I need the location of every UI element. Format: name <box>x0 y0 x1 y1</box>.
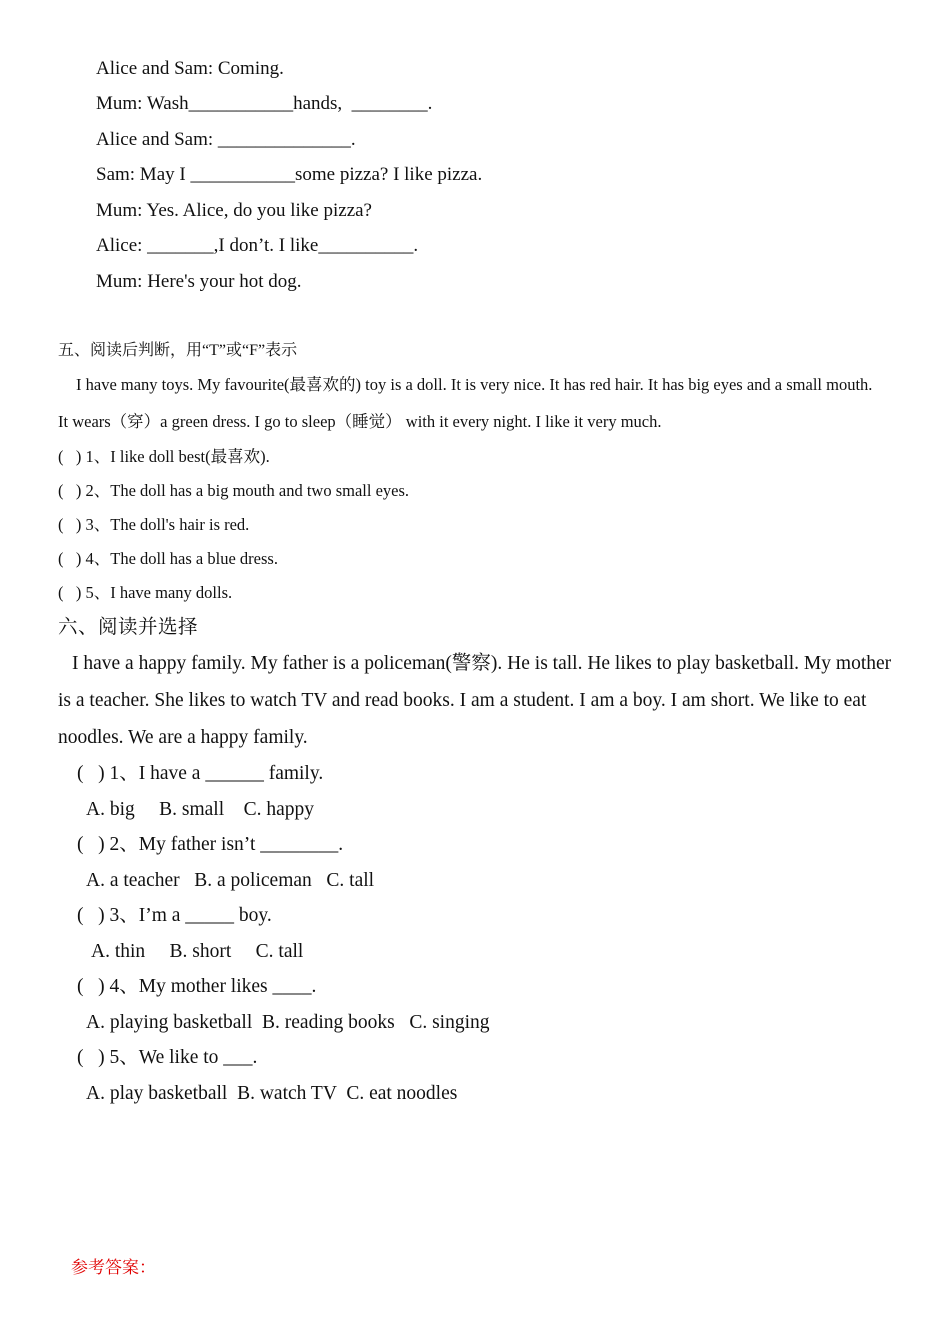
section5-question-5: ( ) 5、I have many dolls. <box>58 583 233 602</box>
section6-options-1: A. big B. small C. happy <box>86 799 315 820</box>
section6-options-2: A. a teacher B. a policeman C. tall <box>86 870 375 891</box>
section5-passage-line-2: It wears（穿）a green dress. I go to sleep（睡觉） with it every night. I like it very much. <box>58 412 662 431</box>
section6-passage-line-2: is a teacher. She likes to watch TV and read books. I am a student. I am a boy. I am short. We like to eat <box>58 690 867 711</box>
section6-question-3: ( ) 3、I’m a _____ boy. <box>77 905 272 926</box>
section6-question-5: ( ) 5、We like to ___. <box>77 1047 258 1068</box>
answer-key-label: 参考答案： <box>71 1258 156 1277</box>
section5-heading: 五、阅读后判断，用“T”或“F”表示 <box>58 342 298 359</box>
dialogue-line-7: Mum: Here's your hot dog. <box>96 271 302 292</box>
section5-question-1: ( ) 1、I like doll best(最喜欢). <box>58 447 270 466</box>
section6-passage-line-3: noodles. We are a happy family. <box>58 727 308 748</box>
section6-question-1: ( ) 1、I have a ______ family. <box>77 763 324 784</box>
section6-passage-line-1: I have a happy family. My father is a policeman(警察). He is tall. He likes to play basketball. My mother <box>72 653 892 674</box>
section5-question-4: ( ) 4、The doll has a blue dress. <box>58 549 278 568</box>
dialogue-line-6: Alice: _______,I don’t. I like__________. <box>96 235 419 256</box>
section5-question-2: ( ) 2、The doll has a big mouth and two small eyes. <box>58 481 410 500</box>
section6-options-5: A. play basketball B. watch TV C. eat noodles <box>86 1083 458 1104</box>
section5-question-3: ( ) 3、The doll's hair is red. <box>58 515 250 534</box>
dialogue-line-4: Sam: May I ___________some pizza? I like pizza. <box>96 164 483 185</box>
section6-question-2: ( ) 2、My father isn’t ________. <box>77 834 344 855</box>
dialogue-line-3: Alice and Sam: ______________. <box>96 129 356 150</box>
section6-options-4: A. playing basketball B. reading books C. singing <box>86 1012 490 1033</box>
dialogue-line-5: Mum: Yes. Alice, do you like pizza? <box>96 200 372 221</box>
section6-heading: 六、阅读并选择 <box>58 617 199 638</box>
dialogue-line-1: Alice and Sam: Coming. <box>96 58 284 79</box>
section5-passage-line-1: I have many toys. My favourite(最喜欢的) toy is a doll. It is very nice. It has red hair. It has big eyes and a small mouth. <box>76 375 873 394</box>
section6-question-4: ( ) 4、My mother likes ____. <box>77 976 317 997</box>
section6-options-3: A. thin B. short C. tall <box>91 941 304 962</box>
dialogue-line-2: Mum: Wash___________hands, ________. <box>96 93 433 114</box>
